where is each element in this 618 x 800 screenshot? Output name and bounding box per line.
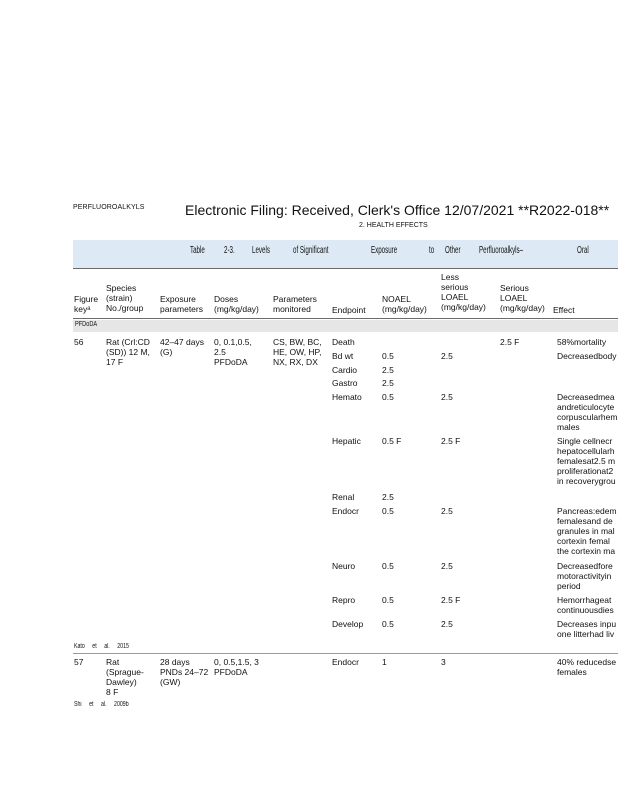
endpoint: Neuro [332,561,356,571]
less-serious-loael: 2.5 [441,561,453,571]
table-title-band [73,240,618,268]
col-species: Species (strain) No./group [106,283,144,313]
study2-species: Rat (Sprague- Dawley) 8 F [106,657,144,697]
reference-word: Kato [74,643,85,650]
study1-exposure: 42–47 days (G) [160,337,204,357]
study1-species: Rat (Crl:CD (SD)) 12 M, 17 F [106,337,150,367]
col-effect: Effect [553,305,575,315]
noael: 1 [382,657,387,667]
effect: 40% reducedse females [557,657,617,677]
reference-word: al. [104,643,110,650]
header-bottom-rule [73,318,618,319]
col-less-serious-loael: Less serious LOAEL (mg/kg/day) [441,272,486,312]
endpoint: Hepatic [332,436,361,446]
study2-key: 57 [74,657,84,667]
table-title-word: of Significant [293,245,329,256]
noael: 2.5 [382,378,394,388]
endpoint: Gastro [332,378,358,388]
noael: 0.5 [382,595,394,605]
study2-doses: 0, 0.5,1.5, 3 PFDoDA [214,657,259,677]
noael: 2.5 [382,492,394,502]
study1-parameters: CS, BW, BC, HE, OW, HP, NX, RX, DX [273,337,322,367]
endpoint: Hemato [332,392,362,402]
study2-reference [74,701,136,708]
col-figure-key: Figure keyᵃ [74,294,99,314]
effect: 58%mortality [557,337,607,347]
header-top-rule [73,268,618,269]
noael: 0.5 [382,561,394,571]
table-title-word: Table [190,245,205,256]
col-parameters: Parameters monitored [273,294,317,314]
reference-word: 2009b [114,701,129,708]
endpoint: Endocr [332,506,359,516]
serious-loael: 2.5 F [500,337,520,347]
less-serious-loael: 2.5 [441,392,453,402]
endpoint: Bd wt [332,351,354,361]
noael: 2.5 [382,365,394,375]
table-title-word: 2-3. [224,245,235,256]
col-noael: NOAEL (mg/kg/day) [382,294,427,314]
effect: Decreases inpu one litterhad liv [557,619,617,639]
table-title-word: Other [445,245,461,256]
less-serious-loael: 2.5 F [441,595,461,605]
reference-word: et [92,643,97,650]
study1-key: 56 [74,337,84,347]
section-title: 2. HEALTH EFFECTS [359,222,428,229]
table-title-word: to [429,245,435,256]
endpoint: Renal [332,492,355,502]
col-doses: Doses (mg/kg/day) [214,294,259,314]
reference-word: al. [100,701,107,708]
running-header: PERFLUOROALKYLS [73,204,145,211]
table-title-word: Levels [252,245,270,256]
col-serious-loael: Serious LOAEL (mg/kg/day) [500,283,545,313]
table-title-word: Oral [577,245,589,256]
noael: 0.5 [382,351,394,361]
noael: 0.5 [382,619,394,629]
effect: Decreasedfore motoractivityin period [557,561,613,591]
reference-word: et [89,701,94,708]
study1-reference [74,643,136,650]
subgroup-band [73,320,618,332]
effect: Pancreas:edem femalesand de granules in mal cortexin femal the cortexin ma [557,506,617,556]
less-serious-loael: 2.5 F [441,436,461,446]
effect: Single cellnecr hepatocellularh femalesat2.5 m proliferationat2 in recoverygrou [557,436,616,486]
subgroup-label: PFDoDA [75,321,98,328]
endpoint: Cardio [332,365,358,375]
effect: Decreasedbody [557,351,617,361]
noael: 0.5 [382,506,394,516]
table-title-word: Exposure [371,245,398,256]
study2-exposure: 28 days PNDs 24–72 (GW) [160,657,209,687]
noael: 0.5 [382,392,394,402]
less-serious-loael: 2.5 [441,619,453,629]
reference-word: Shi [74,701,82,708]
col-exposure: Exposure parameters [160,294,203,314]
study-divider [73,653,618,654]
effect: Decreasedmea andreticulocyte corpuscularhem males [557,392,618,432]
endpoint: Repro [332,595,356,605]
endpoint: Endocr [332,657,359,667]
noael: 0.5 F [382,436,402,446]
endpoint: Develop [332,619,364,629]
filing-stamp: Electronic Filing: Received, Clerk's Office 12/07/2021 **R2022-018** [185,202,610,218]
less-serious-loael: 2.5 [441,506,453,516]
col-endpoint: Endpoint [332,305,366,315]
endpoint: Death [332,337,355,347]
less-serious-loael: 2.5 [441,351,453,361]
reference-word: 2015 [117,643,129,650]
study1-doses: 0, 0.1,0.5, 2.5 PFDoDA [214,337,252,367]
table-title-word: Perfluoroalkyls– [479,245,524,256]
less-serious-loael: 3 [441,657,446,667]
effect: Hemorrhageat continuousdies [557,595,614,615]
